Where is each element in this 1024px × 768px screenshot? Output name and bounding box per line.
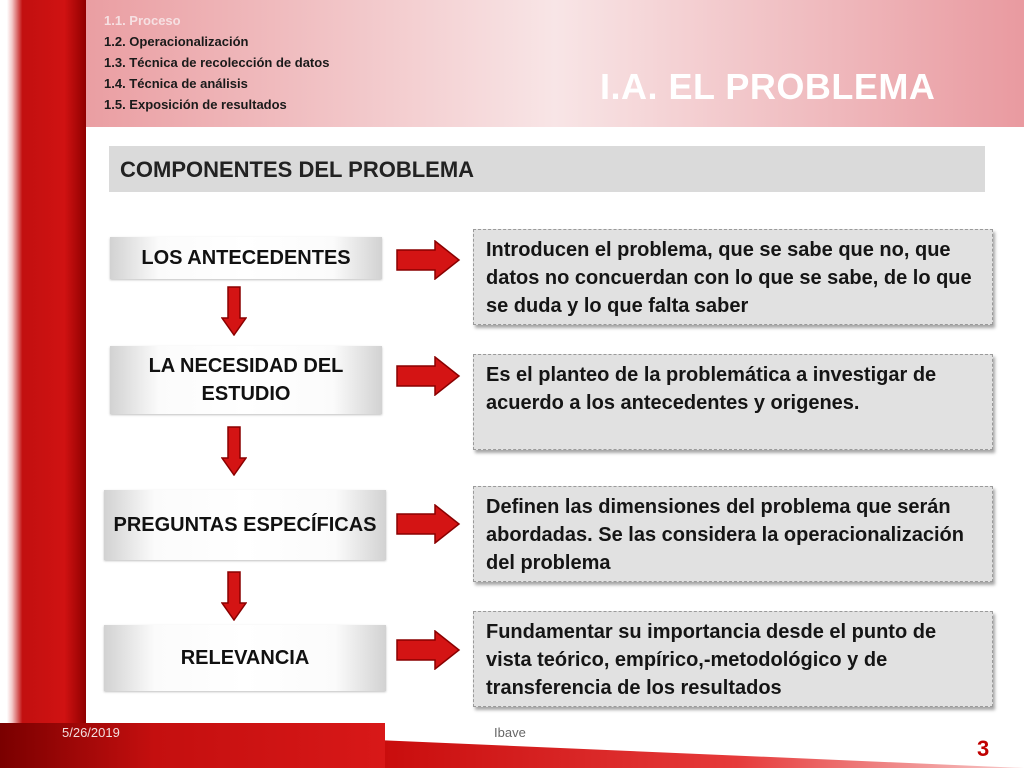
component-preguntas-especificas: PREGUNTAS ESPECÍFICAS (104, 490, 386, 560)
footer-wedge (385, 738, 1024, 768)
right-arrow-icon (395, 630, 461, 670)
component-necesidad-estudio: LA NECESIDAD DEL ESTUDIO (110, 346, 382, 414)
description-antecedentes: Introducen el problema, que se sabe que no, que datos no concuerdan con lo que se sabe, de lo que se duda y lo que falta saber (473, 229, 993, 325)
section-menu (104, 10, 329, 115)
menu-item-operacionalizacion[interactable]: 1.2. Operacionalización (104, 34, 249, 49)
description-necesidad-estudio: Es el planteo de la problemática a investigar de acuerdo a los antecedentes y origenes. (473, 354, 993, 450)
right-arrow-icon (395, 240, 461, 280)
menu-item-exposicion-resultados[interactable]: 1.5. Exposición de resultados (104, 97, 287, 112)
down-arrow-icon (221, 571, 247, 621)
menu-item-tecnica-analisis[interactable]: 1.4. Técnica de análisis (104, 76, 248, 91)
footer-author: Ibave (494, 725, 526, 740)
menu-item-tecnica-recoleccion[interactable]: 1.3. Técnica de recolección de datos (104, 55, 330, 70)
down-arrow-icon (221, 426, 247, 476)
component-antecedentes: LOS ANTECEDENTES (110, 237, 382, 279)
footer-date: 5/26/2019 (62, 725, 120, 740)
slide-title: I.A. EL PROBLEMA (600, 66, 936, 107)
description-relevancia: Fundamentar su importancia desde el punto de vista teórico, empírico,-metodológico y de transferencia de los resultados (473, 611, 993, 707)
right-arrow-icon (395, 504, 461, 544)
down-arrow-icon (221, 286, 247, 336)
description-preguntas-especificas: Definen las dimensiones del problema que serán abordadas. Se las considera la operacionalización del problema (473, 486, 993, 582)
right-arrow-icon (395, 356, 461, 396)
page-number: 3 (977, 736, 990, 761)
component-relevancia: RELEVANCIA (104, 625, 386, 691)
menu-item-proceso[interactable]: 1.1. Proceso (104, 13, 181, 28)
left-decorative-bar (0, 0, 86, 768)
footer-red-band (0, 723, 385, 768)
section-title: COMPONENTES DEL PROBLEMA (109, 146, 985, 192)
